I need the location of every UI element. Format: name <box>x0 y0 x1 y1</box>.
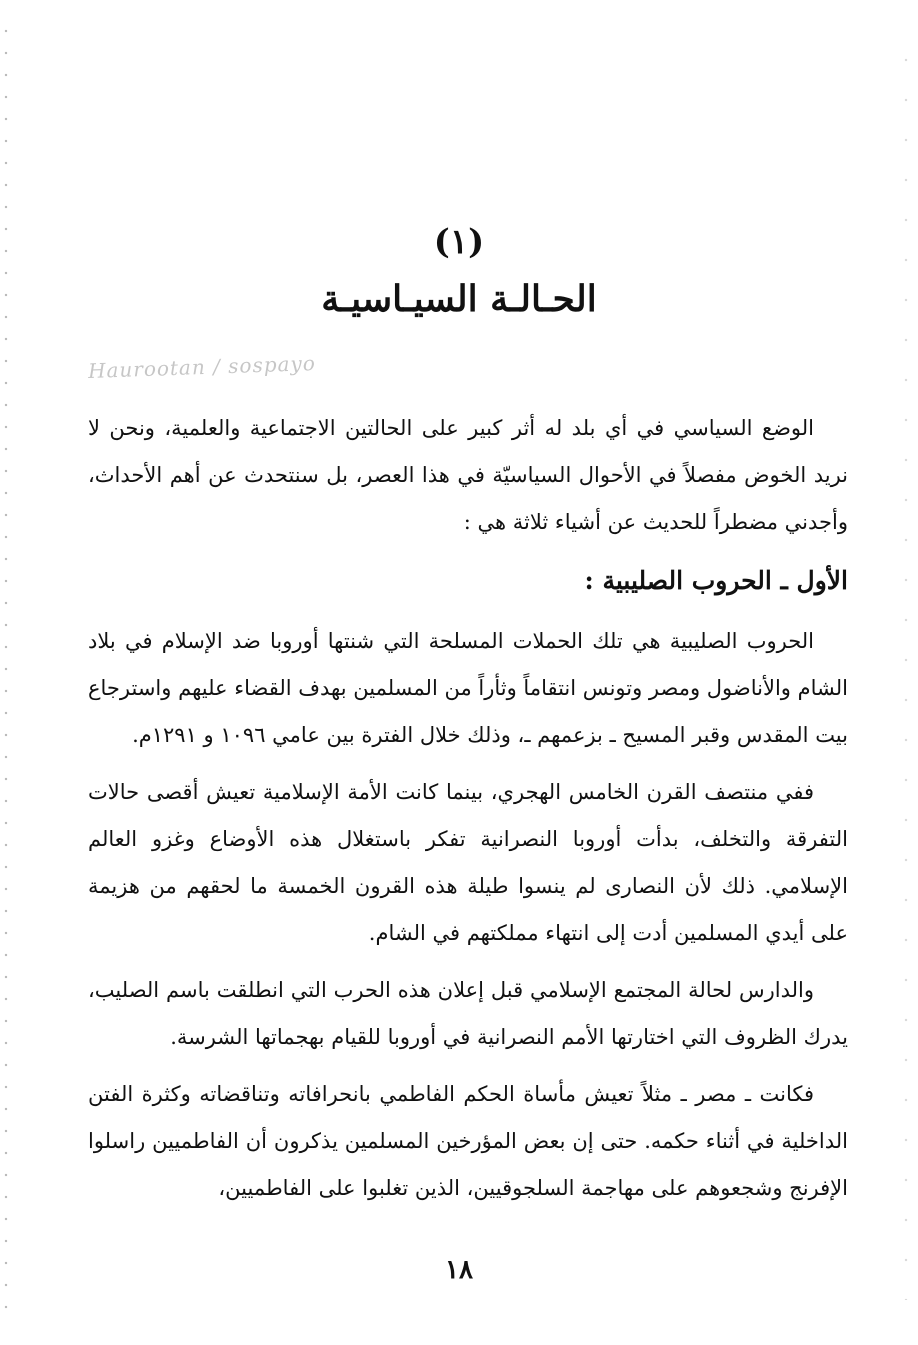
body-paragraph: والدارس لحالة المجتمع الإسلامي قبل إعلان هذه الحرب التي انطلقت باسم الصليب، يدرك الظروف التي اختارتها الأمم النصرانية في أوروبا للقيام بهجماتها الشرسة. <box>88 978 848 1049</box>
body-paragraph: الحروب الصليبية هي تلك الحملات المسلحة التي شنتها أوروبا ضد الإسلام في بلاد الشام والأناضول ومصر وتونس انتقاماً وثأراً من المسلمين بهدف القضاء عليهم واسترجاع بيت المقدس وقبر المسيح ـ بزعمهم ـ، وذلك خلال الفترة بين عامي ١٠٩٦ و ١٢٩١م. <box>88 629 848 747</box>
page-body <box>88 405 848 1222</box>
page-number: ١٨ <box>445 1255 473 1285</box>
faded-stamp: Haurootan / sospayo <box>87 351 317 383</box>
body-paragraph: ففي منتصف القرن الخامس الهجري، بينما كانت الأمة الإسلامية تعيش أقصى حالات التفرقة والتخلف، بدأت أوروبا النصرانية تفكر باستغلال هذه الأوضاع وغزو العالم الإسلامي. ذلك لأن النصارى لم ينسوا طيلة هذه القرون الخمسة ما لحقهم من هزيمة على أيدي المسلمين أدت إلى انتهاء مملكتهم في الشام. <box>88 780 848 945</box>
chapter-number: (١) <box>433 222 485 262</box>
section-heading: الأول ـ الحروب الصليبية : <box>584 566 848 595</box>
intro-paragraph: الوضع السياسي في أي بلد له أثر كبير على الحالتين الاجتماعية والعلمية، ونحن لا نريد الخوض مفصلاً في الأحوال السياسيّة في هذا العصر، بل سنتحدث عن أهم الأحداث، وأجدني مضطراً للحديث عن أشياء ثلاثة هي : <box>88 416 848 534</box>
chapter-title: الحـالـة السيـاسيـة <box>321 278 597 320</box>
body-paragraph: فكانت ـ مصر ـ مثلاً تعيش مأساة الحكم الفاطمي بانحرافاته وتناقضاته وكثرة الفتن الداخلية في أثناء حكمه. حتى إن بعض المؤرخين المسلمين يذكرون أن الفاطميين راسلوا الإفرنج وشجعوهم على مهاجمة السلجوقيين، الذين تغلبوا على الفاطميين، <box>88 1082 848 1200</box>
scan-margin-dots-left <box>4 20 8 1320</box>
